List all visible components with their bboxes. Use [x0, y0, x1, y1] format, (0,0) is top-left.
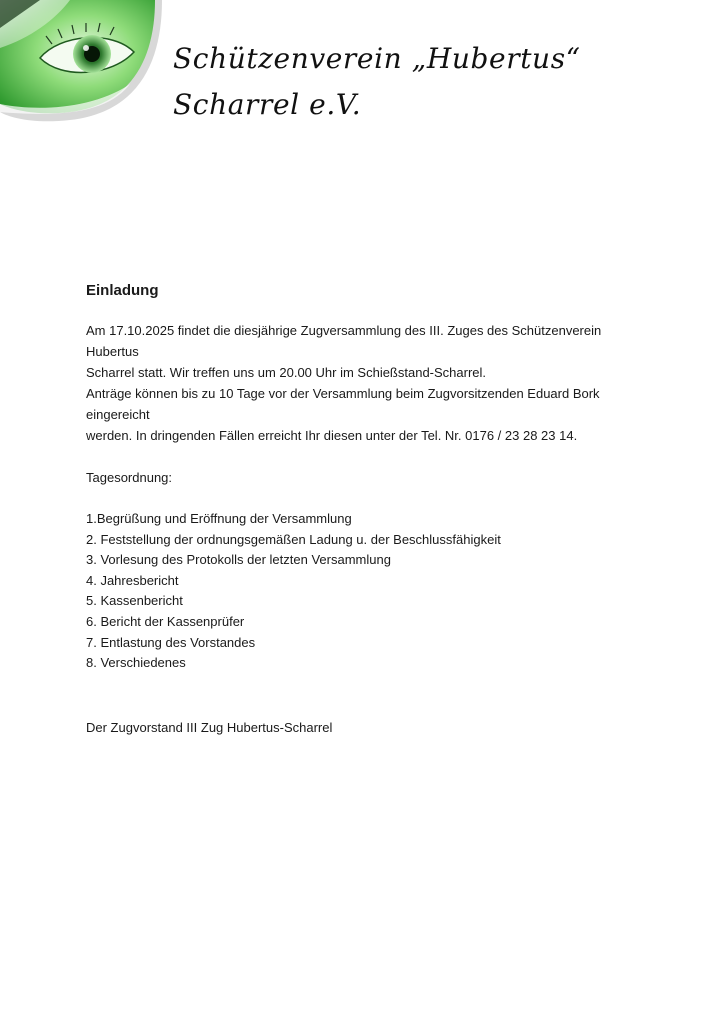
- agenda-item: 4. Jahresbericht: [86, 572, 179, 588]
- org-name-line2: Scharrel e.V.: [173, 88, 362, 121]
- agenda-item: 5. Kassenbericht: [86, 593, 183, 609]
- agenda-item: 1.Begrüßung und Eröffnung der Versammlung: [86, 511, 352, 526]
- letter-body: [86, 280, 646, 738]
- agenda-item: 2. Feststellung der ordnungsgemäßen Ladung u. der Beschlussfähigkeit: [86, 531, 501, 547]
- agenda-title: Tagesordnung:: [86, 470, 173, 485]
- paragraph-line: werden. In dringenden Fällen erreicht Ihr diesen unter der Tel. Nr. 0176 / 23 28 23 14.: [86, 428, 578, 443]
- paragraph-line: Anträge können bis zu 10 Tage vor der Versammlung beim Zugvorsitzenden Eduard Bork eingereicht: [86, 386, 600, 422]
- agenda-item: 6. Bericht der Kassenprüfer: [86, 613, 245, 629]
- agenda-item: 7. Entlastung des Vorstandes: [86, 634, 256, 650]
- letter-heading: Einladung: [86, 282, 159, 299]
- paragraph-line: Scharrel statt. Wir treffen uns um 20.00 Uhr im Schießstand-Scharrel.: [86, 365, 487, 380]
- agenda-item: 3. Vorlesung des Protokolls der letzten Versammlung: [86, 552, 391, 568]
- org-name-line1: Schützenverein „Hubertus“: [173, 42, 581, 75]
- paragraph-line: Am 17.10.2025 findet die diesjährige Zugversammlung des III. Zuges des Schützenverein Hubertus: [86, 323, 602, 359]
- signature: Der Zugvorstand III Zug Hubertus-Scharrel: [86, 719, 333, 735]
- intro-paragraph: [86, 320, 646, 446]
- org-name: [173, 36, 581, 128]
- eye-target-logo-icon: [0, 0, 165, 122]
- agenda-item: 8. Verschiedenes: [86, 655, 186, 671]
- agenda-list: [86, 509, 646, 674]
